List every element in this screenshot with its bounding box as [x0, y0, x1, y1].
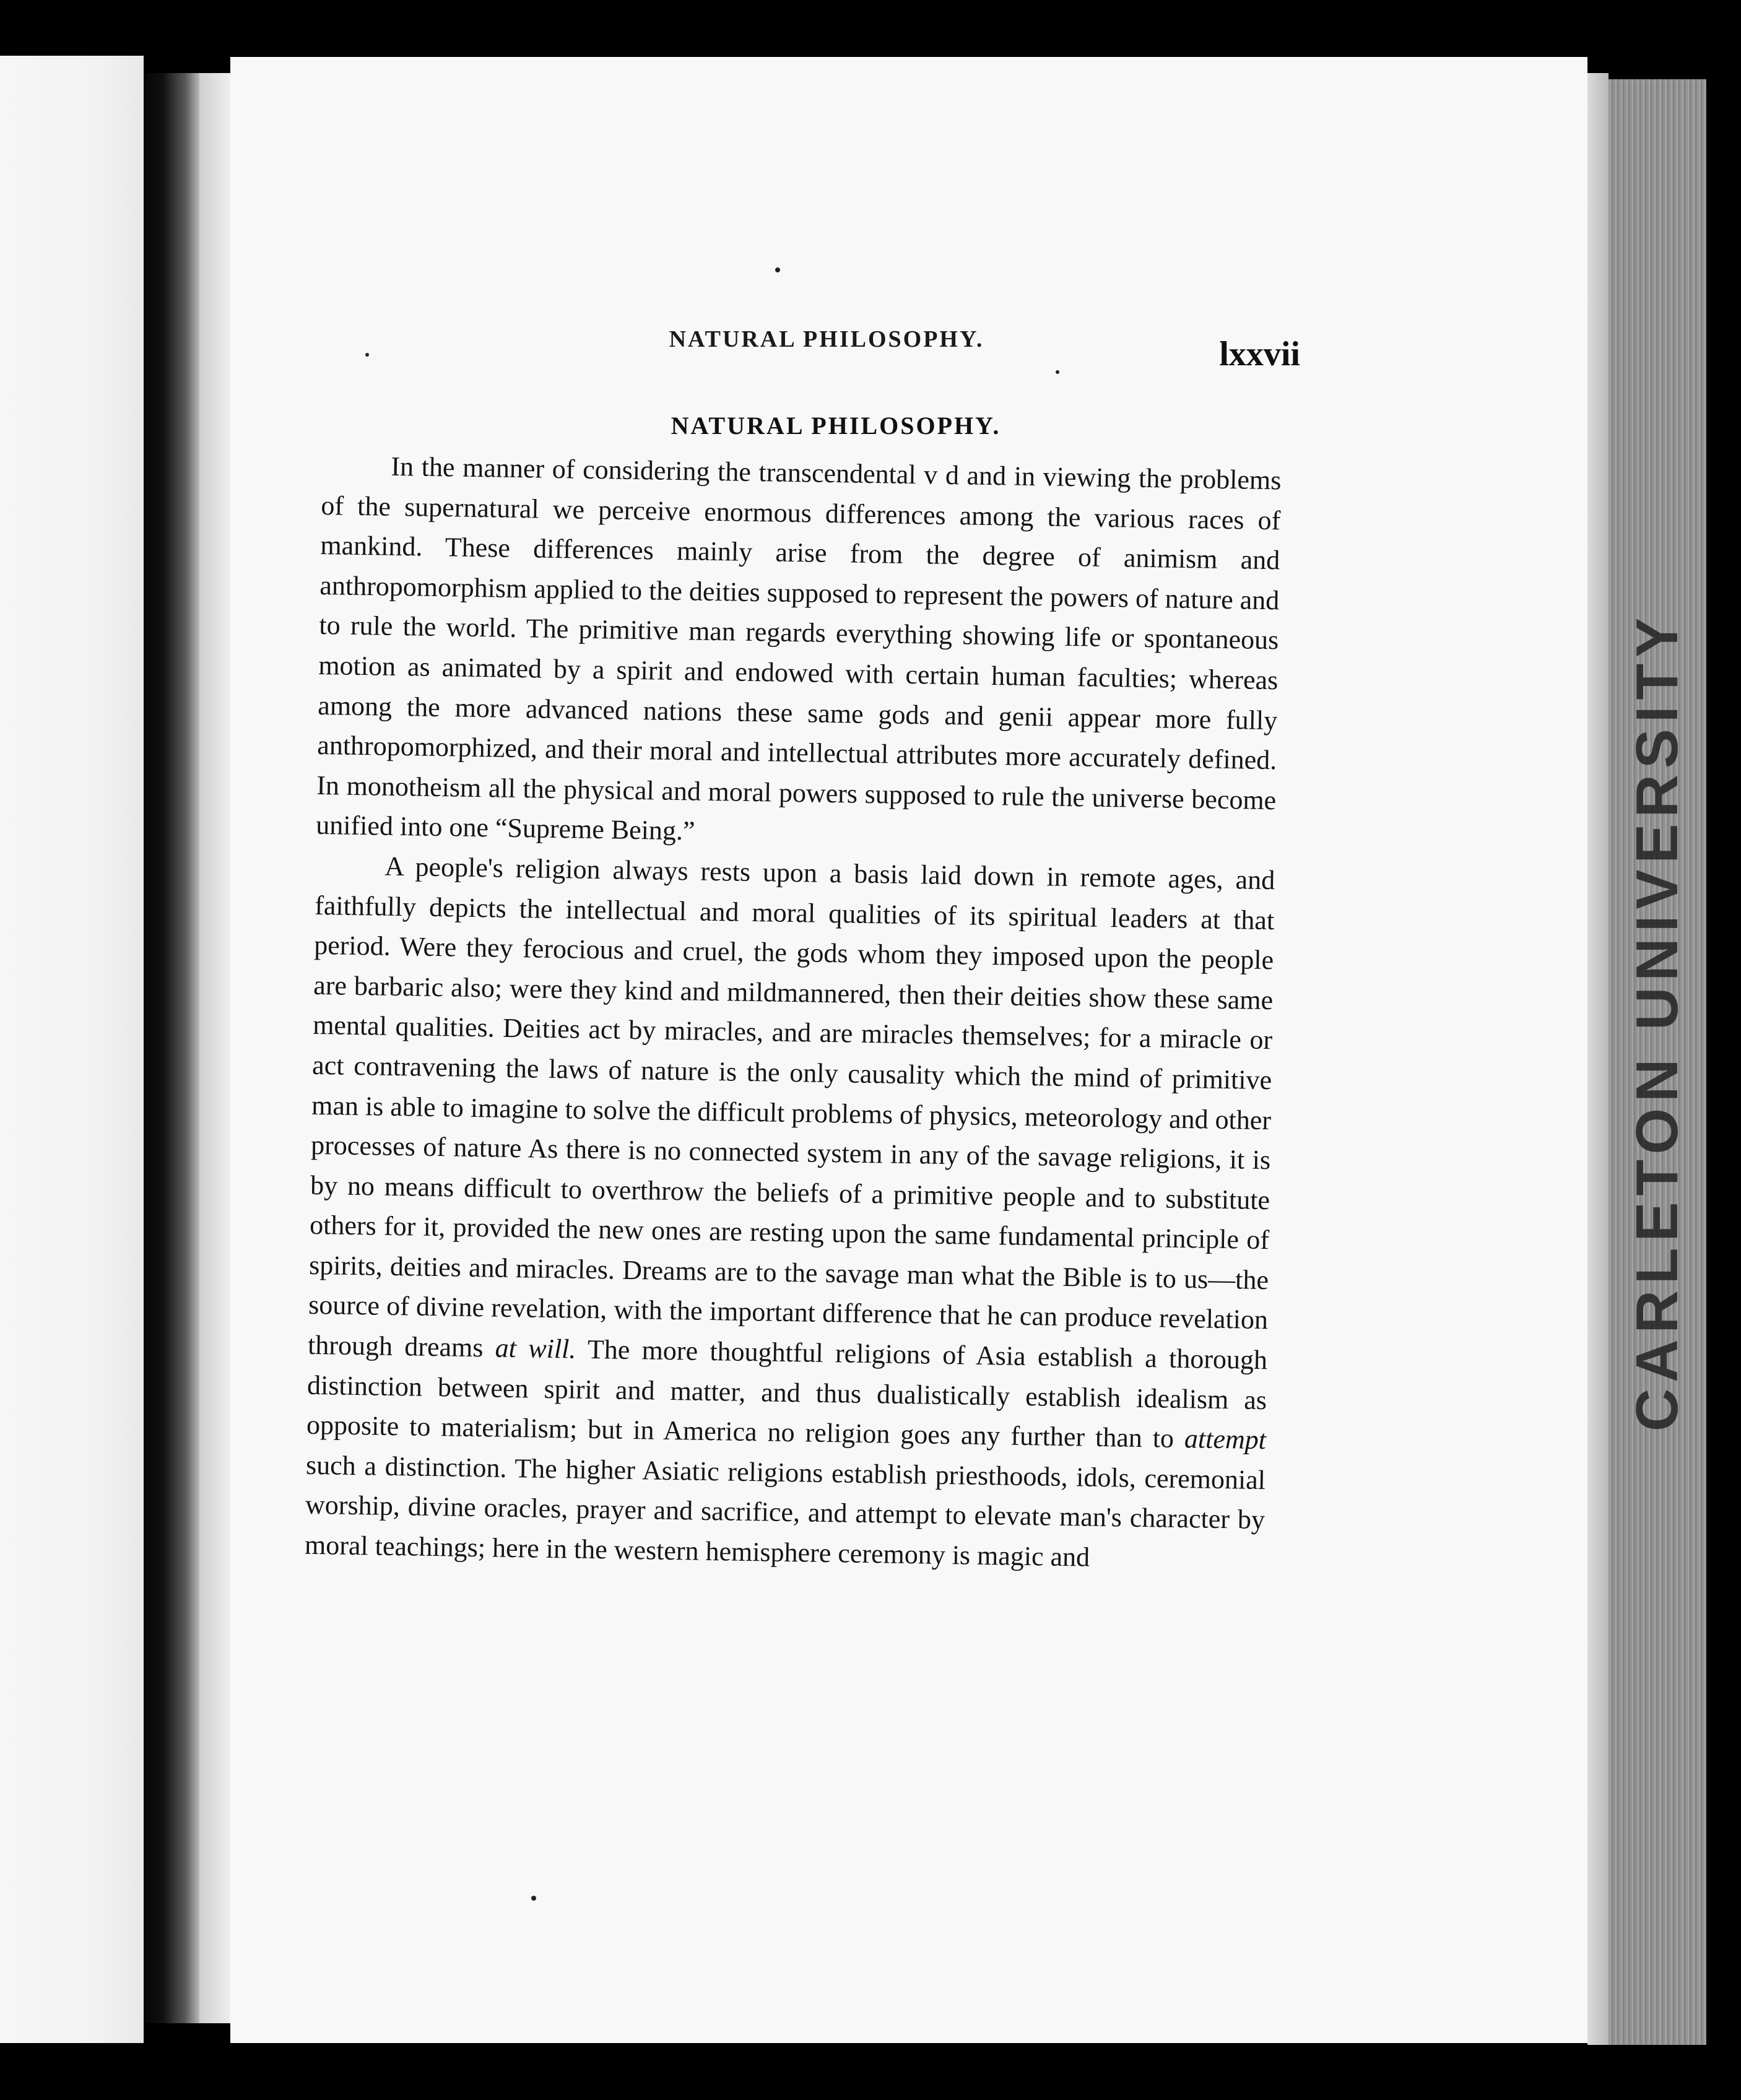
dust-speck — [1056, 370, 1059, 374]
paragraph-2-part-2: The more thoughtful religions of Asia establish a thorough distinction between spirit and matter, and thus dualistically establish idealism as opposite to materialism; but in America no religion goes any further than to — [306, 1334, 1268, 1454]
body-text — [305, 446, 1282, 1581]
paragraph-2-emphasis-2: attempt — [1184, 1423, 1267, 1456]
page-edge — [1587, 73, 1609, 2045]
dust-speck — [775, 267, 780, 272]
paragraph-2 — [305, 846, 1275, 1581]
paragraph-2-part-3: such a distinction. The higher Asiatic religions establish priesthoods, idols, ceremonial worship, divine oracles, prayer and sacrifice, and attempt to elevate man's character by moral teachings; here in the western hemisphere ceremony is magic and — [304, 1449, 1266, 1573]
running-head: NATURAL PHILOSOPHY. — [669, 326, 984, 352]
left-facing-page — [0, 56, 144, 2043]
spine-label — [1609, 611, 1706, 1432]
dust-speck — [531, 1896, 536, 1901]
paragraph-2-emphasis-1: at will. — [495, 1332, 576, 1365]
spine-label-text: CARLETON UNIVERSITY — [1624, 611, 1691, 1432]
page-number: lxxvii — [1219, 335, 1300, 373]
paragraph-1: In the manner of considering the transcendental v d and in viewing the problems of the supernatural we perceive enormous differences among the various races of mankind. These differences mainly arise from the degree of animism and anthropomorphism applied to the deities supposed to represent the powers of nature and to rule the world. The primitive man regards everything showing life or spontaneous motion as animated by a spirit and endowed with certain human faculties; whereas among the more advanced nations these same gods and genii appear more fully anthropomorphized, and their moral and intellectual attributes more accurately defined. In monotheism all the physical and moral powers supposed to rule the universe become unified into one “Supreme Being.” — [315, 451, 1282, 846]
paragraph-2-part-1: A people's religion always rests upon a basis laid down in remote ages, and faithfully depicts the intellectual and moral qualities of its spiritual leaders at that period. Were they ferocious and cruel, the gods whom they imposed upon the people are barbaric also; were they kind and mildmannered, then their deities show these same mental qualities. Deities act by miracles, and are miracles themselves; for a miracle or act contravening the laws of nature is the only causality which the mind of primitive man is able to imagine to solve the difficult problems of physics, meteorology and other processes of nature As there is no connected system in any of the savage religions, it is by no means difficult to overthrow the beliefs of a primitive people and to substitute others for it, provided the new ones are resting upon the same fundamental principle of spirits, deities and miracles. Dreams are to the savage man what the Bible is to us—the source of divine revelation, with the important difference that he can produce revelation through dreams — [307, 851, 1275, 1363]
book-gutter-shadow — [144, 73, 199, 2023]
section-heading: NATURAL PHILOSOPHY. — [671, 412, 1001, 440]
dust-speck — [365, 353, 369, 357]
